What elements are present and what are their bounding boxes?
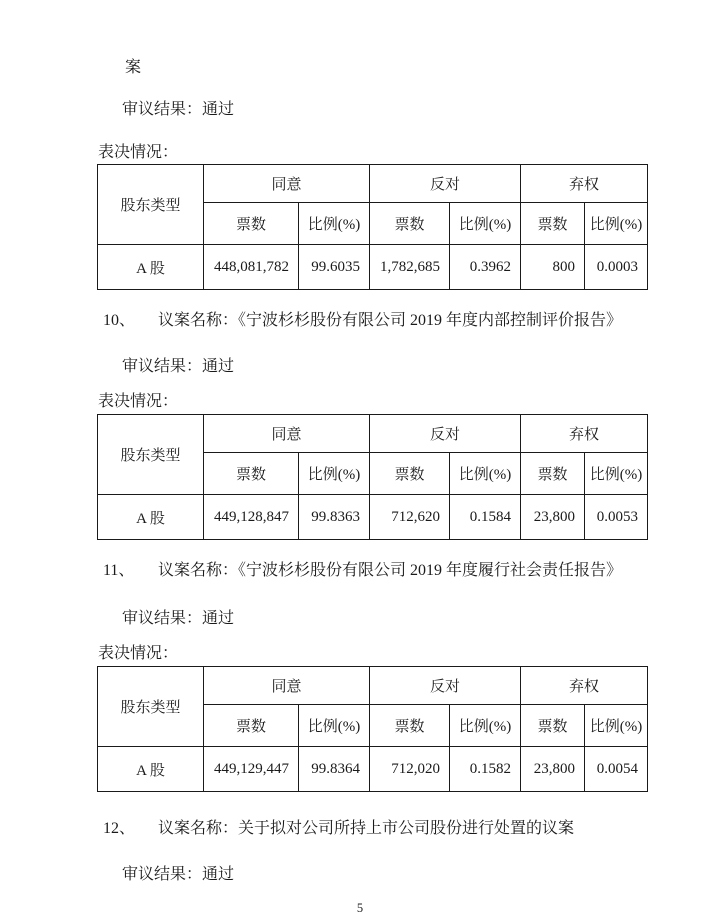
review-result-line: 审议结果：通过: [122, 610, 235, 627]
header-ratio: 比例(%): [299, 453, 370, 495]
header-votes: 票数: [204, 705, 299, 747]
header-ratio: 比例(%): [585, 705, 648, 747]
cell-agree-votes: 448,081,782: [204, 245, 299, 290]
proposal-title: 议案名称：《宁波杉杉股份有限公司 2019 年度内部控制评价报告》: [158, 312, 623, 329]
header-agree: 同意: [204, 667, 370, 705]
cell-abstain-votes: 23,800: [521, 495, 585, 540]
header-votes: 票数: [370, 453, 450, 495]
cell-agree-votes: 449,129,447: [204, 747, 299, 792]
voting-situation-label: 表决情况：: [98, 393, 179, 410]
review-result-line: 审议结果：通过: [122, 101, 235, 118]
header-abstain: 弃权: [521, 165, 648, 203]
cell-abstain-votes: 800: [521, 245, 585, 290]
table-header-row-groups: [98, 415, 648, 453]
header-ratio: 比例(%): [450, 705, 521, 747]
proposal-title: 议案名称：关于拟对公司所持上市公司股份进行处置的议案: [158, 820, 575, 837]
header-ratio: 比例(%): [585, 453, 648, 495]
table-header-row-groups: [98, 165, 648, 203]
cell-oppose-votes: 712,620: [370, 495, 450, 540]
page-number: 5: [356, 901, 364, 915]
header-agree: 同意: [204, 165, 370, 203]
header-ratio: 比例(%): [299, 705, 370, 747]
header-votes: 票数: [370, 203, 450, 245]
proposal-11-heading: [103, 561, 622, 581]
proposal-12-heading: [103, 819, 574, 839]
header-shareholder-type: 股东类型: [98, 165, 204, 245]
header-oppose: 反对: [370, 165, 521, 203]
header-votes: 票数: [521, 705, 585, 747]
table-row: [98, 747, 648, 792]
cell-shareholder-type: A 股: [98, 747, 204, 792]
review-result-line: 审议结果：通过: [122, 866, 235, 883]
header-agree: 同意: [204, 415, 370, 453]
header-oppose: 反对: [370, 667, 521, 705]
cell-agree-ratio: 99.6035: [299, 245, 370, 290]
cell-abstain-ratio: 0.0053: [585, 495, 648, 540]
header-ratio: 比例(%): [299, 203, 370, 245]
cell-oppose-votes: 1,782,685: [370, 245, 450, 290]
cell-oppose-ratio: 0.1584: [450, 495, 521, 540]
header-votes: 票数: [521, 203, 585, 245]
cell-abstain-ratio: 0.0054: [585, 747, 648, 792]
header-abstain: 弃权: [521, 667, 648, 705]
cell-oppose-votes: 712,020: [370, 747, 450, 792]
header-ratio: 比例(%): [450, 203, 521, 245]
header-shareholder-type: 股东类型: [98, 667, 204, 747]
table-row: [98, 495, 648, 540]
header-shareholder-type: 股东类型: [98, 415, 204, 495]
header-votes: 票数: [204, 203, 299, 245]
header-abstain: 弃权: [521, 415, 648, 453]
cell-abstain-ratio: 0.0003: [585, 245, 648, 290]
cell-agree-ratio: 99.8364: [299, 747, 370, 792]
header-oppose: 反对: [370, 415, 521, 453]
voting-table-proposal-11: [97, 666, 648, 792]
header-ratio: 比例(%): [450, 453, 521, 495]
review-result-line: 审议结果：通过: [122, 358, 235, 375]
cell-agree-votes: 449,128,847: [204, 495, 299, 540]
voting-table-proposal-9: [97, 164, 648, 290]
proposal-10-heading: [103, 311, 622, 331]
table-row: [98, 245, 648, 290]
cell-abstain-votes: 23,800: [521, 747, 585, 792]
header-votes: 票数: [370, 705, 450, 747]
voting-table-proposal-10: [97, 414, 648, 540]
cell-shareholder-type: A 股: [98, 495, 204, 540]
header-ratio: 比例(%): [585, 203, 648, 245]
header-votes: 票数: [521, 453, 585, 495]
proposal-number: 10、: [103, 312, 136, 329]
cell-oppose-ratio: 0.3962: [450, 245, 521, 290]
header-votes: 票数: [204, 453, 299, 495]
proposal-number: 12、: [103, 820, 136, 837]
table-header-row-groups: [98, 667, 648, 705]
cell-agree-ratio: 99.8363: [299, 495, 370, 540]
proposal-number: 11、: [103, 562, 135, 579]
proposal-9-continuation-text: 案: [125, 59, 142, 76]
cell-shareholder-type: A 股: [98, 245, 204, 290]
proposal-title: 议案名称：《宁波杉杉股份有限公司 2019 年度履行社会责任报告》: [158, 562, 623, 579]
voting-situation-label: 表决情况：: [98, 144, 179, 161]
cell-oppose-ratio: 0.1582: [450, 747, 521, 792]
voting-situation-label: 表决情况：: [98, 645, 179, 662]
